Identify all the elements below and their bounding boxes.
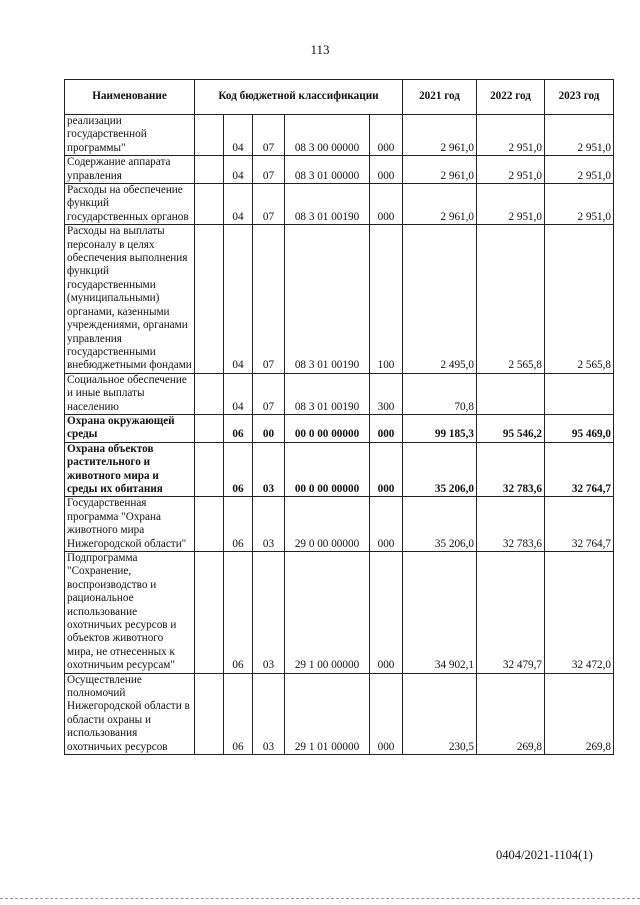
cell-2023 xyxy=(545,373,614,414)
cell-code-empty xyxy=(195,373,224,414)
cell-target-article: 08 3 01 00190 xyxy=(285,184,370,225)
cell-2023: 95 469,0 xyxy=(545,414,614,442)
cell-section: 04 xyxy=(224,225,253,373)
table-row xyxy=(65,442,614,497)
cell-2021: 70,8 xyxy=(403,373,477,414)
cell-expense-type: 000 xyxy=(370,156,403,184)
cell-target-article: 08 3 01 00000 xyxy=(285,156,370,184)
cell-code-empty xyxy=(195,184,224,225)
cell-target-article: 08 3 01 00190 xyxy=(285,373,370,414)
table-row xyxy=(65,414,614,442)
cell-subsection: 07 xyxy=(253,184,285,225)
cell-section: 04 xyxy=(224,156,253,184)
cell-expense-type: 000 xyxy=(370,184,403,225)
table-row xyxy=(65,497,614,552)
table-row xyxy=(65,156,614,184)
cell-expense-type: 000 xyxy=(370,497,403,552)
table-body xyxy=(65,115,614,755)
cell-section: 04 xyxy=(224,373,253,414)
cell-section: 04 xyxy=(224,115,253,156)
cell-subsection: 07 xyxy=(253,373,285,414)
page-number: 113 xyxy=(310,42,330,57)
cell-subsection: 03 xyxy=(253,552,285,674)
cell-name: Расходы на обеспечение функций государственных органов xyxy=(65,184,195,225)
cell-section: 06 xyxy=(224,552,253,674)
cell-target-article: 00 0 00 00000 xyxy=(285,414,370,442)
cell-target-article: 00 0 00 00000 xyxy=(285,442,370,497)
cell-2022: 95 546,2 xyxy=(477,414,545,442)
cell-2023: 32 764,7 xyxy=(545,442,614,497)
cell-target-article: 08 3 00 00000 xyxy=(285,115,370,156)
header-2021: 2021 год xyxy=(403,80,477,115)
cell-2021: 99 185,3 xyxy=(403,414,477,442)
cell-code-empty xyxy=(195,552,224,674)
cell-subsection: 07 xyxy=(253,115,285,156)
cell-2022: 269,8 xyxy=(477,673,545,754)
cell-2023: 2 951,0 xyxy=(545,184,614,225)
cell-expense-type: 300 xyxy=(370,373,403,414)
cell-2022: 2 951,0 xyxy=(477,115,545,156)
cell-2021: 2 961,0 xyxy=(403,156,477,184)
cell-name: Охрана объектов растительного и животного мира и среды их обитания xyxy=(65,442,195,497)
cell-code-empty xyxy=(195,156,224,184)
cell-expense-type: 000 xyxy=(370,442,403,497)
table-row xyxy=(65,115,614,156)
cell-name: Подпрограмма "Сохранение, воспроизводство и рациональное использование охотничьих ресурсов и объектов животного мира, не отнесенных к охотничьим ресурсам" xyxy=(65,552,195,674)
cell-target-article: 08 3 01 00190 xyxy=(285,225,370,373)
cell-2021: 34 902,1 xyxy=(403,552,477,674)
cell-2023: 2 951,0 xyxy=(545,115,614,156)
header-2023: 2023 год xyxy=(545,80,614,115)
header-code: Код бюджетной классификации xyxy=(195,80,403,115)
cell-code-empty xyxy=(195,497,224,552)
cell-2023: 2 565,8 xyxy=(545,225,614,373)
cell-2021: 2 961,0 xyxy=(403,115,477,156)
cell-2022: 32 783,6 xyxy=(477,442,545,497)
cell-section: 06 xyxy=(224,414,253,442)
cell-name: Содержание аппарата управления xyxy=(65,156,195,184)
cell-2022: 32 479,7 xyxy=(477,552,545,674)
cell-name: Осуществление полномочий Нижегородской области в области охраны и использования охотничьих ресурсов xyxy=(65,673,195,754)
cell-subsection: 07 xyxy=(253,225,285,373)
cell-2022 xyxy=(477,373,545,414)
cell-code-empty xyxy=(195,225,224,373)
cell-subsection: 07 xyxy=(253,156,285,184)
cell-2021: 2 961,0 xyxy=(403,184,477,225)
table-row xyxy=(65,184,614,225)
cell-target-article: 29 1 00 00000 xyxy=(285,552,370,674)
cell-2023: 2 951,0 xyxy=(545,156,614,184)
cell-expense-type: 000 xyxy=(370,673,403,754)
cell-code-empty xyxy=(195,115,224,156)
cell-2021: 35 206,0 xyxy=(403,442,477,497)
cell-code-empty xyxy=(195,673,224,754)
table-row xyxy=(65,373,614,414)
cell-expense-type: 000 xyxy=(370,552,403,674)
cell-subsection: 00 xyxy=(253,414,285,442)
cell-2023: 269,8 xyxy=(545,673,614,754)
cell-2021: 35 206,0 xyxy=(403,497,477,552)
cell-name: Государственная программа "Охрана животного мира Нижегородской области" xyxy=(65,497,195,552)
header-name: Наименование xyxy=(65,80,195,115)
cell-2022: 32 783,6 xyxy=(477,497,545,552)
table-row xyxy=(65,552,614,674)
budget-table xyxy=(64,79,614,755)
cell-2022: 2 565,8 xyxy=(477,225,545,373)
cell-2022: 2 951,0 xyxy=(477,156,545,184)
cell-expense-type: 100 xyxy=(370,225,403,373)
cell-subsection: 03 xyxy=(253,497,285,552)
cell-name: Социальное обеспечение и иные выплаты населению xyxy=(65,373,195,414)
table-row xyxy=(65,673,614,754)
table-header-row xyxy=(65,80,614,115)
cell-name: реализации государственной программы" xyxy=(65,115,195,156)
cell-subsection: 03 xyxy=(253,442,285,497)
cell-target-article: 29 0 00 00000 xyxy=(285,497,370,552)
cell-2023: 32 764,7 xyxy=(545,497,614,552)
cell-name: Охрана окружающей среды xyxy=(65,414,195,442)
cell-section: 04 xyxy=(224,184,253,225)
cell-subsection: 03 xyxy=(253,673,285,754)
document-code: 0404/2021-1104(1) xyxy=(496,848,593,862)
cell-2023: 32 472,0 xyxy=(545,552,614,674)
cell-code-empty xyxy=(195,442,224,497)
cell-2021: 230,5 xyxy=(403,673,477,754)
cell-section: 06 xyxy=(224,673,253,754)
cell-section: 06 xyxy=(224,497,253,552)
table-row xyxy=(65,225,614,373)
cell-target-article: 29 1 01 00000 xyxy=(285,673,370,754)
cell-code-empty xyxy=(195,414,224,442)
cell-expense-type: 000 xyxy=(370,115,403,156)
page-edge-rule xyxy=(0,898,640,899)
cell-2022: 2 951,0 xyxy=(477,184,545,225)
cell-name: Расходы на выплаты персоналу в целях обеспечения выполнения функций государственными (муниципальными) органами, казенными учреждениями, органами управления государственными внебюджетными фондами xyxy=(65,225,195,373)
header-2022: 2022 год xyxy=(477,80,545,115)
cell-2021: 2 495,0 xyxy=(403,225,477,373)
cell-expense-type: 000 xyxy=(370,414,403,442)
cell-section: 06 xyxy=(224,442,253,497)
